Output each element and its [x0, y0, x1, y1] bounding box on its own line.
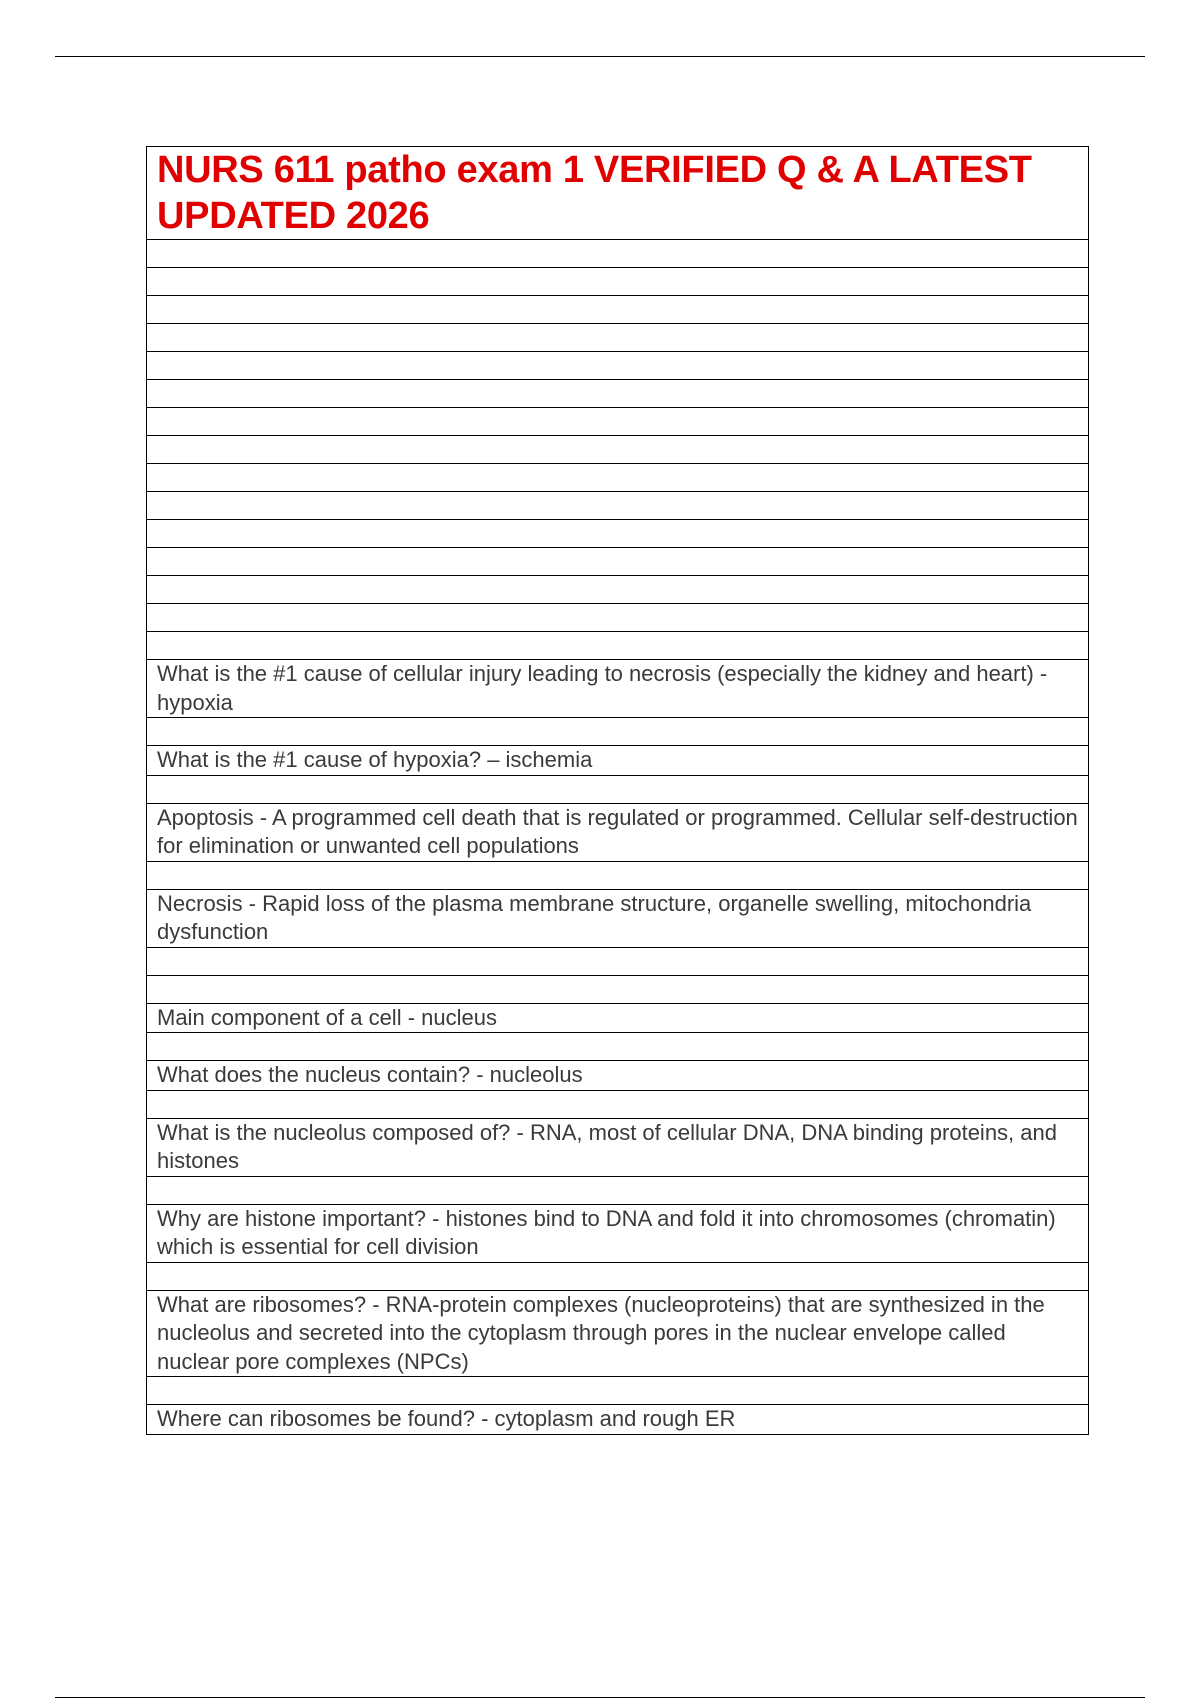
blank-row: [147, 718, 1089, 746]
page-bottom-rule: [55, 1697, 1145, 1698]
blank-row: [147, 1090, 1089, 1118]
qa-entry-text: What is the #1 cause of cellular injury leading to necrosis (especially the kidney and heart) - hypoxia: [147, 660, 1089, 718]
blank-row: [147, 1176, 1089, 1204]
blank-row: [147, 1377, 1089, 1405]
blank-row: [147, 576, 1089, 604]
qa-entry-text: Apoptosis - A programmed cell death that is regulated or programmed. Cellular self-destruction for elimination or unwanted cell populations: [147, 803, 1089, 861]
qa-entry-text: Main component of a cell - nucleus: [147, 1003, 1089, 1033]
blank-row: [147, 268, 1089, 296]
qa-entry-text: Why are histone important? - histones bind to DNA and fold it into chromosomes (chromatin) which is essential for cell division: [147, 1204, 1089, 1262]
blank-row: [147, 492, 1089, 520]
title-row: [147, 147, 1089, 240]
page-top-rule: [55, 56, 1145, 57]
blank-row: [147, 464, 1089, 492]
qa-row: [147, 1204, 1089, 1262]
blank-row: [147, 352, 1089, 380]
qa-entry-text: What are ribosomes? - RNA-protein complexes (nucleoproteins) that are synthesized in the nucleolus and secreted into the cytoplasm through pores in the nuclear envelope called nuclear pore complexes (NPCs): [147, 1290, 1089, 1377]
qa-entry-text: What is the nucleolus composed of? - RNA, most of cellular DNA, DNA binding proteins, and histones: [147, 1118, 1089, 1176]
qa-entry-text: Necrosis - Rapid loss of the plasma membrane structure, organelle swelling, mitochondria dysfunction: [147, 889, 1089, 947]
qa-row: [147, 1290, 1089, 1377]
blank-row: [147, 975, 1089, 1003]
blank-row: [147, 947, 1089, 975]
qa-row: [147, 1405, 1089, 1435]
blank-row: [147, 296, 1089, 324]
blank-row: [147, 380, 1089, 408]
blank-row: [147, 548, 1089, 576]
qa-table: [146, 146, 1089, 1435]
qa-row: [147, 803, 1089, 861]
blank-row: [147, 861, 1089, 889]
blank-row: [147, 632, 1089, 660]
qa-row: [147, 1118, 1089, 1176]
qa-row: [147, 746, 1089, 776]
qa-row: [147, 889, 1089, 947]
blank-row: [147, 520, 1089, 548]
blank-row: [147, 408, 1089, 436]
qa-entry-text: Where can ribosomes be found? - cytoplasm and rough ER: [147, 1405, 1089, 1435]
blank-row: [147, 324, 1089, 352]
blank-row: [147, 604, 1089, 632]
qa-entry-text: What does the nucleus contain? - nucleolus: [147, 1061, 1089, 1091]
blank-row: [147, 240, 1089, 268]
document-title: NURS 611 patho exam 1 VERIFIED Q & A LATEST UPDATED 2026: [157, 149, 1032, 237]
title-cell: [147, 147, 1089, 240]
qa-row: [147, 1061, 1089, 1091]
blank-row: [147, 1033, 1089, 1061]
qa-row: [147, 1003, 1089, 1033]
blank-row: [147, 436, 1089, 464]
blank-row: [147, 1262, 1089, 1290]
qa-row: [147, 660, 1089, 718]
qa-entry-text: What is the #1 cause of hypoxia? – ischemia: [147, 746, 1089, 776]
blank-row: [147, 775, 1089, 803]
